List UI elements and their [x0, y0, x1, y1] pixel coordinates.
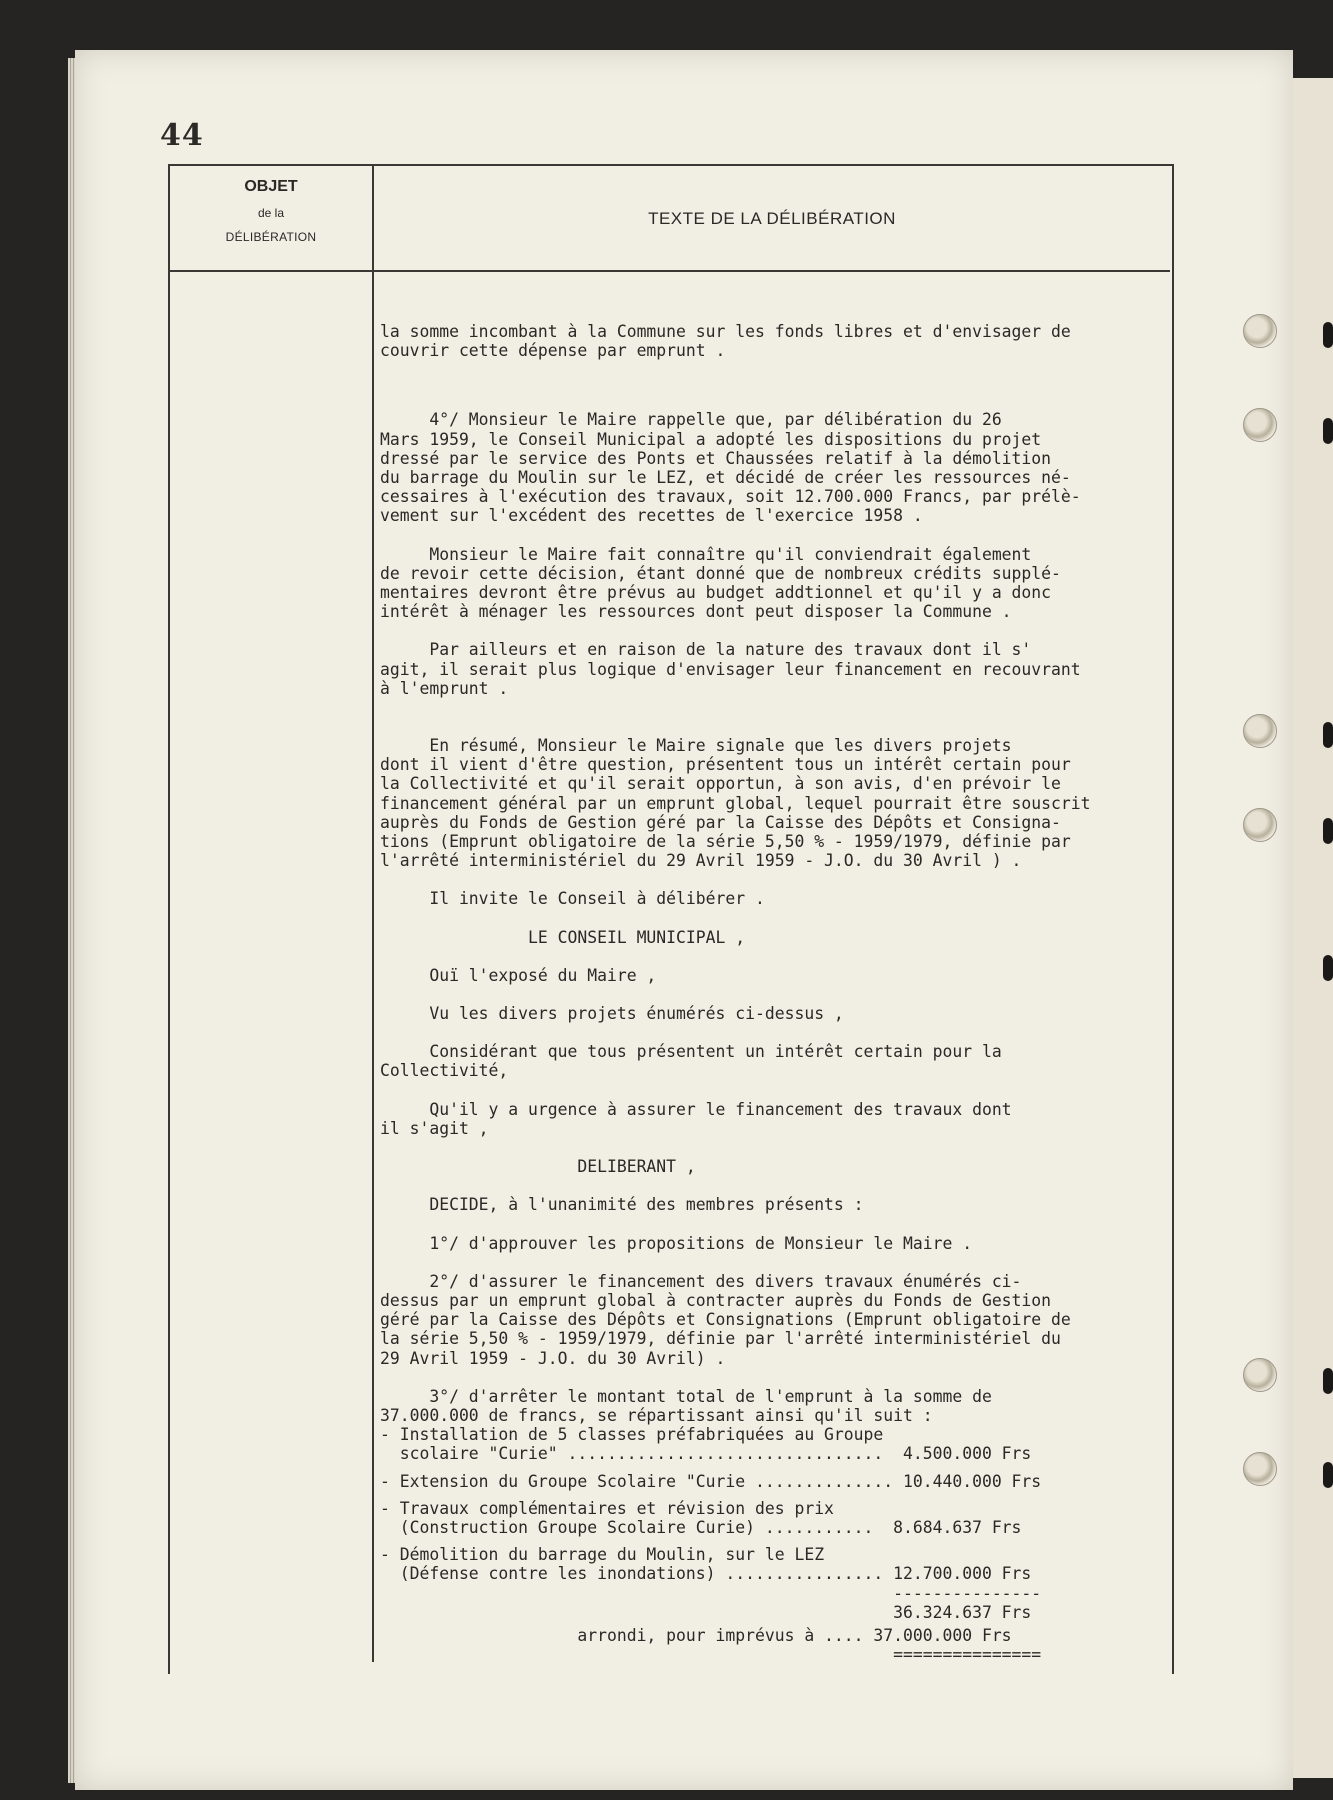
text-line: géré par la Caisse des Dépôts et Consignations (Emprunt obligatoire de	[380, 1310, 1071, 1330]
deliberation-text	[380, 322, 1180, 1664]
text-line: - Extension du Groupe Scolaire "Curie .............. 10.440.000 Frs	[380, 1471, 1042, 1491]
paragraph-1	[380, 322, 1180, 360]
objet-subtitle: de la	[257, 206, 285, 220]
objet-column-header	[170, 178, 372, 244]
binder-slot	[1323, 818, 1333, 844]
binder-hole	[1243, 314, 1277, 348]
deliberant-heading: DELIBERANT ,	[380, 1157, 696, 1177]
binder-hole	[1243, 1358, 1277, 1392]
expense-item	[380, 1425, 1180, 1463]
text-line: couvrir cette dépense par emprunt .	[380, 341, 726, 361]
text-line: (Construction Groupe Scolaire Curie) ........... 8.684.637 Frs	[380, 1517, 1022, 1537]
paragraph-9: Vu les divers projets énumérés ci-dessus ,	[380, 1004, 844, 1024]
paragraph-2	[380, 410, 1180, 525]
objet-title: OBJET	[244, 178, 298, 195]
text-line: - Démolition du barrage du Moulin, sur le LEZ	[380, 1545, 825, 1565]
texte-column-header: TEXTE DE LA DÉLIBÉRATION	[648, 209, 896, 228]
binder-hole	[1243, 408, 1277, 442]
text-line: 4°/ Monsieur le Maire rappelle que, par délibération du 26	[380, 410, 1002, 430]
paragraph-5	[380, 736, 1180, 870]
rounded-total: arrondi, pour imprévus à .... 37.000.000 Frs	[380, 1625, 1012, 1645]
text-line: - Installation de 5 classes préfabriquées au Groupe	[380, 1425, 884, 1445]
text-line: dessus par un emprunt global à contracter auprès du Fonds de Gestion	[380, 1290, 1052, 1310]
text-line: Monsieur le Maire fait connaître qu'il conviendrait également	[380, 544, 1032, 564]
binder-hole	[1243, 808, 1277, 842]
text-line: Considérant que tous présentent un intérêt certain pour la	[380, 1042, 1002, 1062]
expense-item	[380, 1499, 1180, 1537]
page-number: 44	[160, 118, 204, 153]
text-line: Collectivité,	[380, 1061, 509, 1081]
total-double-rule: ===============	[380, 1645, 1042, 1665]
text-line: à l'emprunt .	[380, 678, 509, 698]
binder-slot	[1323, 955, 1333, 981]
text-line: intérêt à ménager les ressources dont peut disposer la Commune .	[380, 602, 1012, 622]
decision-3	[380, 1387, 1180, 1425]
text-line: financement général par un emprunt global, lequel pourrait être souscrit	[380, 793, 1091, 813]
text-line: la Collectivité et qu'il serait opportun, à son avis, d'en prévoir le	[380, 774, 1061, 794]
binder-slot	[1323, 1368, 1333, 1394]
decision-1: 1°/ d'approuver les propositions de Monsieur le Maire .	[380, 1233, 973, 1253]
text-line: il s'agit ,	[380, 1118, 489, 1138]
text-line: du barrage du Moulin sur le LEZ, et décidé de créer les ressources né-	[380, 468, 1071, 488]
binder-hole	[1243, 1452, 1277, 1486]
text-line: de revoir cette décision, étant donné que de nombreux crédits supplé-	[380, 563, 1061, 583]
text-line: scolaire "Curie" ................................ 4.500.000 Frs	[380, 1444, 1032, 1464]
text-line: agit, il serait plus logique d'envisager leur financement en recouvrant	[380, 659, 1081, 679]
text-line: En résumé, Monsieur le Maire signale que les divers projets	[380, 736, 1012, 756]
text-line: dont il vient d'être question, présentent tous un intérêt certain pour	[380, 755, 1071, 775]
objet-deliberation: DÉLIBÉRATION	[225, 230, 317, 244]
paragraph-8: Ouï l'exposé du Maire ,	[380, 965, 657, 985]
binder-slot	[1323, 418, 1333, 444]
binder-hole	[1243, 714, 1277, 748]
text-line: tions (Emprunt obligatoire de la série 5,50 % - 1959/1979, définie par	[380, 832, 1071, 852]
subtotal-amount: 36.324.637 Frs	[380, 1602, 1032, 1622]
binder-slot	[1323, 722, 1333, 748]
binder-slot	[1323, 1462, 1333, 1488]
text-line: Qu'il y a urgence à assurer le financement des travaux dont	[380, 1099, 1012, 1119]
paragraph-10	[380, 1042, 1180, 1080]
paragraph-11	[380, 1100, 1180, 1138]
text-line: (Défense contre les inondations) ................ 12.700.000 Frs	[380, 1564, 1032, 1584]
text-line: cessaires à l'exécution des travaux, soit 12.700.000 Francs, par prélè-	[380, 487, 1081, 507]
paragraph-3	[380, 545, 1180, 622]
text-line: la série 5,50 % - 1959/1979, définie par l'arrêté interministériel du	[380, 1329, 1061, 1349]
text-line: la somme incombant à la Commune sur les fonds libres et d'envisager de	[380, 322, 1071, 341]
expense-item	[380, 1472, 1180, 1491]
decision-2	[380, 1272, 1180, 1368]
text-line: 37.000.000 de francs, se répartissant ainsi qu'il suit :	[380, 1405, 933, 1425]
paragraph-4	[380, 640, 1180, 698]
expense-item	[380, 1545, 1180, 1583]
expense-list	[380, 1425, 1180, 1583]
text-line: vement sur l'excédent des recettes de l'exercice 1958 .	[380, 506, 923, 526]
text-line: 2°/ d'assurer le financement des divers travaux énumérés ci-	[380, 1271, 1022, 1291]
text-line: auprès du Fonds de Gestion géré par la Caisse des Dépôts et Consigna-	[380, 812, 1061, 832]
binder-slot	[1323, 322, 1333, 348]
text-line: dressé par le service des Ponts et Chaussées relatif à la démolition	[380, 448, 1052, 468]
subtotal-rule: ---------------	[380, 1583, 1042, 1603]
text-line: 29 Avril 1959 - J.O. du 30 Avril) .	[380, 1348, 726, 1368]
text-line: l'arrêté interministériel du 29 Avril 1959 - J.O. du 30 Avril ) .	[380, 851, 1022, 871]
paragraph-6: Il invite le Conseil à délibérer .	[380, 889, 765, 909]
council-heading: LE CONSEIL MUNICIPAL ,	[380, 927, 746, 947]
text-line: mentaires devront être prévus au budget addtionnel et qu'il y a donc	[380, 583, 1052, 603]
column-divider	[372, 166, 374, 1662]
text-line: Mars 1959, le Conseil Municipal a adopté les dispositions du projet	[380, 429, 1042, 449]
text-line: 3°/ d'arrêter le montant total de l'emprunt à la somme de	[380, 1386, 992, 1406]
text-line: Par ailleurs et en raison de la nature des travaux dont il s'	[380, 640, 1032, 660]
decide-line: DECIDE, à l'unanimité des membres présents :	[380, 1195, 864, 1215]
text-line: - Travaux complémentaires et révision des prix	[380, 1498, 834, 1518]
